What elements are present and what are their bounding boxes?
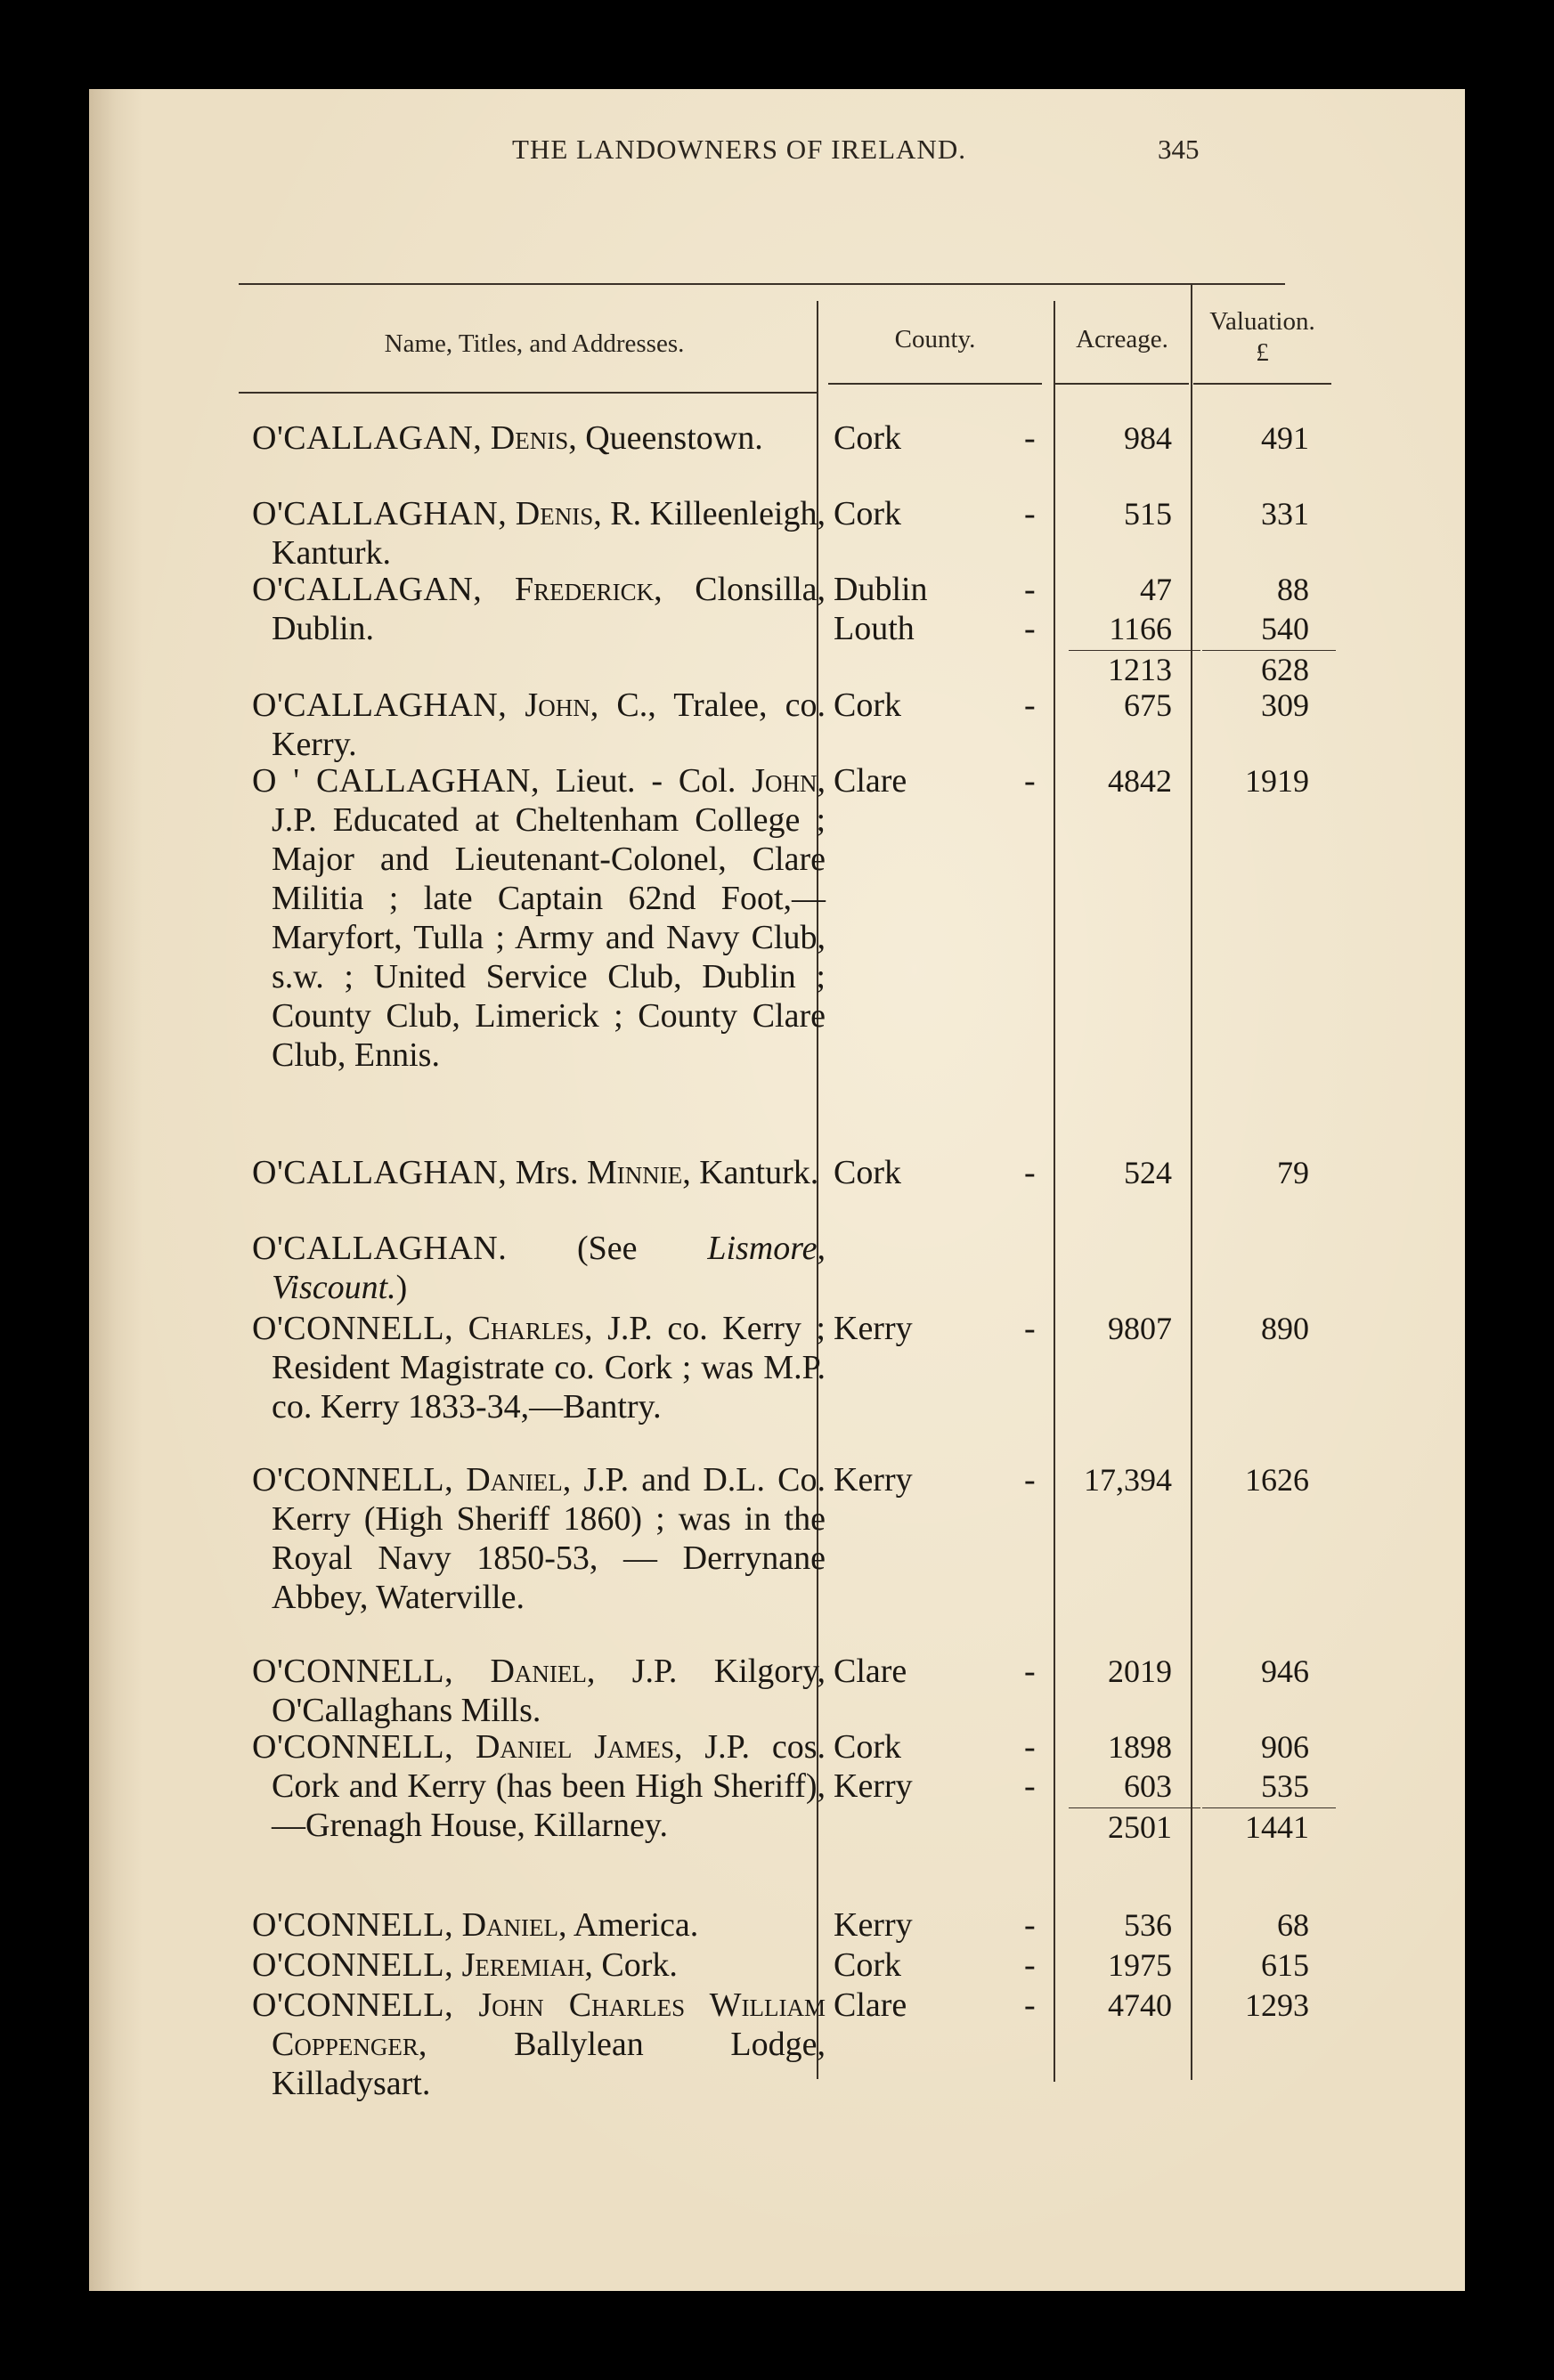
leader-dash: - [1024,1986,1036,2024]
county-cell: Cork [834,1946,901,1984]
entry-name-block [252,686,826,764]
leader-dash: - [1024,1154,1036,1191]
entry-surname: O'CONNELL, [252,1986,454,2024]
entry-given-name: Daniel, [490,1653,596,1690]
header-rule-name [239,392,818,394]
entry-name-block [252,570,826,648]
entry-surname: O'CONNELL, [252,1728,454,1766]
entry-address: Ballylean Lodge, Killadysart. [272,2026,826,2102]
valuation-cell: 946 [1261,1653,1309,1689]
entry-given-name: John Charles William Coppenger, [272,1986,826,2063]
valuation-cell: 331 [1261,496,1309,532]
entry-surname: O'CALLAGAN, [252,419,483,457]
acreage-cell: 4740 [1108,1987,1172,2023]
valuation-cell: 615 [1261,1947,1309,1983]
leader-dash: - [1024,495,1036,532]
valuation-cell: 535 [1261,1768,1309,1804]
leader-dash: - [1024,762,1036,800]
valuation-cell: 1919 [1245,763,1309,799]
leader-dash: - [1024,1906,1036,1944]
entry-address: America. [566,1906,699,1944]
entry-surname: O'CALLAGHAN, [252,495,508,532]
entry-given-name: Daniel, [461,1906,567,1944]
top-rule [239,283,1285,285]
entry-name-block [252,1986,826,2103]
leader-dash: - [1024,1767,1036,1805]
acreage-cell: 536 [1124,1907,1172,1943]
acreage-cell: 603 [1124,1768,1172,1804]
header-rule-valuation [1193,383,1331,385]
entry-cross-reference: Lismore, Viscount. [272,1230,826,1306]
entry-address: J.P. cos. Cork and Kerry (has been High Sheriff),—Grenagh House, Killarney. [272,1728,826,1844]
acreage-cell: 1166 [1109,611,1172,646]
entry-address: Kanturk. [690,1154,819,1191]
entry-address: Cork. [592,1946,678,1984]
entry-name-block [252,418,826,458]
acreage-cell: 1898 [1108,1729,1172,1765]
leader-dash: - [1024,1653,1036,1690]
column-header-county: County. [894,325,976,353]
acreage-total: 1213 [1108,652,1172,687]
entry-surname: O'CALLAGAN, [252,571,483,608]
acreage-cell: 9807 [1108,1311,1172,1346]
acreage-cell: 515 [1124,496,1172,532]
leader-dash: - [1024,1728,1036,1766]
entry-given-name: Denis, [515,495,602,532]
entry-name-block [252,1153,826,1192]
entry-name-block [252,1905,826,1945]
entry-given-name: Denis, [490,419,577,457]
entry-address-end: ) [395,1269,408,1306]
entry-address: Queenstown. [576,419,763,457]
leader-dash: - [1024,1310,1036,1347]
county-cell: Louth [834,610,915,647]
county-cell: Clare [834,1653,907,1690]
entry-surname: O ' CALLAGHAN, [252,762,540,800]
leader-dash: - [1024,686,1036,724]
entry-given-name: John, [525,686,599,724]
column-header-valuation-unit: £ [1256,338,1269,367]
valuation-cell: 1293 [1245,1987,1309,2023]
county-cell: Cork [834,686,901,724]
valuation-total: 628 [1261,652,1309,687]
entry-title-prefix: Lieut. - Col. [539,762,753,800]
column-header-name: Name, Titles, and Addresses. [384,329,685,358]
valuation-cell: 491 [1261,420,1309,456]
entry-given-name: Charles, [468,1310,593,1347]
county-cell: Kerry [834,1767,913,1805]
acreage-cell: 2019 [1108,1653,1172,1689]
entry-address: J.P. Educated at Cheltenham College ; Major and Lieutenant-Colonel, Clare Militia ; late Captain 62nd Foot,— Maryfort, Tulla ; Army and Navy Club, s.w. ; United Service Club, Dublin ; County Club, Limerick ; County Clare Club, Ennis. [272,801,826,1074]
running-title: THE LANDOWNERS OF IRELAND. [512,134,966,165]
entry-given-name: Daniel, [466,1461,572,1499]
entry-surname: O'CALLAGHAN, [252,1154,508,1191]
leader-dash: - [1024,1461,1036,1499]
page-number: 345 [1158,134,1200,165]
entry-given-name: Minnie, [586,1154,691,1191]
valuation-cell: 79 [1277,1155,1309,1190]
valuation-cell: 1626 [1245,1462,1309,1498]
entry-address: J.P. and D.L. Co. Kerry (High Sheriff 1860) ; was in the Royal Navy 1850-53, — Derrynane Abbey, Waterville. [272,1461,826,1616]
header-rule-county [828,383,1042,385]
header-rule-acreage [1055,383,1189,385]
entry-surname: O'CONNELL, [252,1946,454,1984]
entry-address: R. Killeenleigh, Kanturk. [272,495,826,572]
leader-dash: - [1024,571,1036,608]
entry-surname: O'CONNELL, [252,1653,454,1690]
entry-given-name: John, [752,762,826,800]
leader-dash: - [1024,610,1036,647]
entry-address: J.P. co. Kerry ; Resident Magistrate co. Cork ; was M.P. co. Kerry 1833-34,—Bantry. [272,1310,826,1426]
acreage-total: 2501 [1108,1809,1172,1845]
entry-name-block [252,1945,826,1985]
entry-surname: O'CALLAGHAN, [252,686,508,724]
valuation-cell: 68 [1277,1907,1309,1943]
acreage-cell: 984 [1124,420,1172,456]
entry-surname: O'CONNELL, [252,1906,454,1944]
entry-given-name: Frederick, [514,571,663,608]
column-rule-3 [1191,283,1192,2080]
acreage-cell: 47 [1140,572,1172,607]
county-cell: Kerry [834,1906,913,1944]
acreage-cell: 524 [1124,1155,1172,1190]
acreage-cell: 675 [1124,687,1172,723]
column-header-acreage: Acreage. [1076,325,1168,353]
column-rule-2 [1054,301,1055,2082]
valuation-cell: 309 [1261,687,1309,723]
valuation-cell: 906 [1261,1729,1309,1765]
entry-name-block [252,761,826,1075]
valuation-cell: 88 [1277,572,1309,607]
valuation-cell: 890 [1261,1311,1309,1346]
acreage-cell: 4842 [1108,763,1172,799]
entry-address: C., Tralee, co. Kerry. [272,686,826,763]
county-cell: Clare [834,762,907,800]
acreage-cell: 1975 [1108,1947,1172,1983]
county-cell: Cork [834,495,901,532]
leader-dash: - [1024,1946,1036,1984]
valuation-cell: 540 [1261,611,1309,646]
county-cell: Cork [834,1154,901,1191]
valuation-total: 1441 [1245,1809,1309,1845]
county-cell: Kerry [834,1461,913,1499]
entry-given-name: Daniel James, [475,1728,683,1766]
entry-address: (See [507,1230,708,1267]
entry-name-block [252,1229,826,1307]
column-header-valuation: Valuation. [1209,307,1315,336]
leader-dash: - [1024,419,1036,457]
acreage-cell: 17,394 [1084,1462,1172,1498]
entry-name-block [252,494,826,573]
county-cell: Cork [834,419,901,457]
entry-name-block [252,1727,826,1845]
county-cell: Clare [834,1986,907,2024]
county-cell: Dublin [834,571,928,608]
county-cell: Cork [834,1728,901,1766]
entry-name-block [252,1460,826,1617]
entry-given-name: Jeremiah, [461,1946,593,1984]
entry-surname: O'CALLAGHAN. [252,1230,508,1267]
entry-surname: O'CONNELL, [252,1461,454,1499]
county-cell: Kerry [834,1310,913,1347]
entry-title-prefix: Mrs. [507,1154,587,1191]
entry-name-block [252,1309,826,1426]
entry-surname: O'CONNELL, [252,1310,454,1347]
entry-address: Clonsilla, Dublin. [272,571,826,647]
entry-address: J.P. Kilgory, O'Callaghans Mills. [272,1653,826,1729]
entry-name-block [252,1652,826,1730]
